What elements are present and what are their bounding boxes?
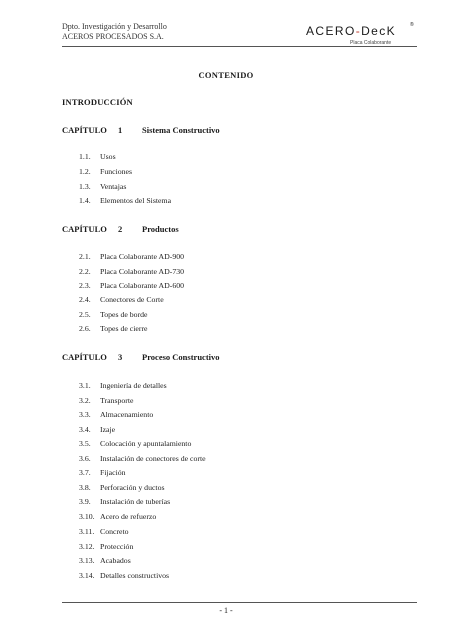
toc-item [79,439,191,448]
page-number: - 1 - [219,606,233,615]
toc-item-number: 3.14. [79,571,95,580]
toc-item-number: 3.3. [79,410,91,419]
toc-item-number: 1.3. [79,182,91,191]
toc-item-text: Acero de refuerzo [100,512,157,521]
chapter-heading [62,352,220,362]
toc-item-number: 2.4. [79,295,91,304]
chapter-heading [62,224,179,234]
toc-item [79,454,206,463]
toc-item-text: Almacenamiento [100,410,154,419]
toc-item-text: Transporte [100,396,134,405]
toc-item [79,483,165,492]
toc-item [79,381,167,390]
toc-item-number: 3.2. [79,396,91,405]
toc-item-number: 1.1. [79,152,91,161]
toc-item-number: 3.4. [79,425,91,434]
toc-item [79,310,148,319]
logo-right: DecK [361,24,397,38]
toc-item-text: Funciones [100,167,133,176]
toc-item-text: Conectores de Corte [100,295,164,304]
toc-item [79,542,133,551]
footer-divider [62,602,417,603]
toc-item [79,425,115,434]
header-company: ACEROS PROCESADOS S.A. [62,31,164,41]
chapter-number: 2 [118,224,123,234]
toc-item-text: Placa Colaborante AD-600 [100,281,185,290]
chapter-word: CAPÍTULO [62,224,107,234]
toc-item [79,512,156,521]
toc-item [79,267,184,276]
toc-item [79,468,126,477]
toc-item-text: Ingeniería de detalles [100,381,167,390]
page-title: CONTENIDO [198,70,254,80]
logo-wordmark [306,24,396,38]
toc-item [79,410,153,419]
toc-item-text: Protección [100,542,134,551]
company-logo [306,22,416,48]
logo-dash: - [355,24,362,38]
header-dept: Dpto. Investigación y Desarrollo [62,22,167,31]
toc-item-number: 3.6. [79,454,91,463]
toc-item-text: Instalación de conectores de corte [100,454,206,463]
toc-item-text: Ventajas [100,182,127,191]
toc-item-number: 2.2. [79,267,91,276]
header-divider [62,46,417,47]
chapter-name: Productos [142,224,179,234]
chapter-word: CAPÍTULO [62,352,107,362]
toc-item-text: Concreto [100,527,129,536]
chapter-name: Proceso Constructivo [142,352,220,362]
toc-item [79,196,171,205]
toc-item-number: 3.1. [79,381,91,390]
toc-item-text: Topes de cierre [100,324,148,333]
toc-item-number: 2.6. [79,324,91,333]
toc-item [79,556,131,565]
toc-item-number: 2.1. [79,252,91,261]
toc-item-number: 3.7. [79,468,91,477]
toc-item-number: 3.8. [79,483,91,492]
toc-item [79,396,134,405]
toc-item-number: 1.4. [79,196,91,205]
toc-item-text: Izaje [100,425,116,434]
toc-item-text: Usos [100,152,116,161]
toc-item [79,324,148,333]
toc-item [79,527,129,536]
toc-item-number: 3.13. [79,556,95,565]
toc-item-text: Placa Colaborante AD-900 [100,252,185,261]
header-org [62,22,167,41]
chapter-name: Sistema Constructivo [142,125,220,135]
toc-item-number: 2.3. [79,281,91,290]
toc-item-text: Instalación de tuberías [100,497,171,506]
toc-item [79,571,169,580]
logo-registered-mark: ® [410,22,414,28]
toc-item [79,252,184,261]
chapter-heading [62,125,220,135]
toc-item-text: Perforación y ductos [100,483,165,492]
toc-item [79,295,164,304]
intro-heading: INTRODUCCIÓN [62,97,133,107]
toc-item [79,182,126,191]
toc-item-text: Fijación [100,468,126,477]
toc-item [79,281,184,290]
toc-item-number: 3.11. [79,527,95,536]
toc-item [79,497,170,506]
toc-item [79,152,116,161]
toc-item-text: Colocación y apuntalamiento [100,439,192,448]
chapter-number: 3 [118,352,123,362]
logo-left: ACERO [306,24,356,38]
toc-item-number: 3.5. [79,439,91,448]
toc-item-number: 1.2. [79,167,91,176]
toc-item [79,167,132,176]
toc-item-number: 3.10. [79,512,95,521]
toc-item-text: Placa Colaborante AD-730 [100,267,185,276]
toc-item-text: Elementos del Sistema [100,196,172,205]
logo-tagline: Placa Colaborante [350,40,392,46]
toc-item-number: 3.12. [79,542,95,551]
toc-item-text: Topes de borde [100,310,148,319]
toc-item-text: Detalles constructivos [100,571,170,580]
toc-item-number: 2.5. [79,310,91,319]
chapter-word: CAPÍTULO [62,125,107,135]
chapter-number: 1 [118,125,123,135]
toc-item-text: Acabados [100,556,131,565]
toc-item-number: 3.9. [79,497,91,506]
